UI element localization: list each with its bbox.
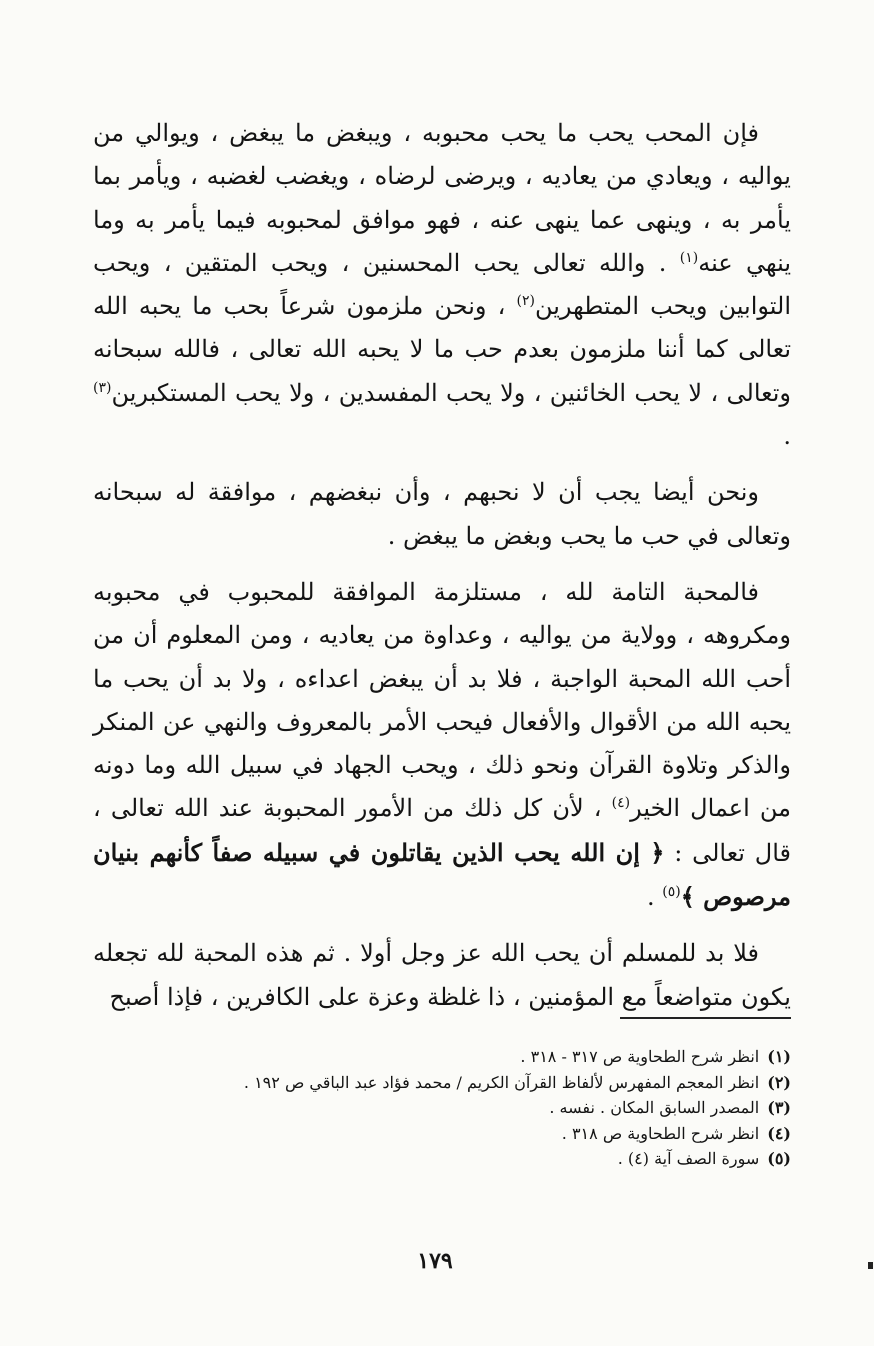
main-text xyxy=(93,112,791,1019)
footnote-3: (٣)المصدر السابق المكان . نفسه . xyxy=(549,1098,791,1117)
footnote-5: (٥)سورة الصف آية (٤) . xyxy=(617,1149,791,1168)
footnote-ref-5[interactable]: (٥) xyxy=(662,884,681,901)
footnotes xyxy=(140,1044,791,1172)
footnote-ref-3[interactable]: (٣) xyxy=(93,379,112,396)
footnote-divider xyxy=(620,1017,791,1019)
page-number: ١٧٩ xyxy=(417,1248,453,1274)
footnote-ref-4[interactable]: (٤) xyxy=(611,795,631,812)
paragraph-1: فإن المحب يحب ما يحب محبوبه ، ويبغض ما يبغض ، ويوالي من يواليه ، ويعادي من يعاديه ، ويرضى لرضاه ، ويغضب لغضبه ، ويأمر بما يأمر به ، وينهى عما ينهى عنه ، فهو موافق لمحبوبه فيما يأمر به وما ينهي عنه$^{(١)}$ . والله تعالى يحب المحسنين ، ويحب المتقين ، ويحب التوابين ويحب المتطهرين$^{(٢)}$ ، ونحن ملزمون شرعاً بحب ما يحبه الله تعالى كما أننا ملزمون بعدم حب ما لا يحبه الله تعالى ، فالله سبحانه وتعالى ، لا يحب الخائنين ، ولا يحب المفسدين ، ولا يحب المستكبرين$^{(٣)}$ . xyxy=(93,119,792,451)
footnote-ref-1[interactable]: (١) xyxy=(679,249,699,266)
footnote-2: (٢)انظر المعجم المفهرس لألفاظ القرآن الكريم / محمد فؤاد عبد الباقي ص ١٩٢ . xyxy=(243,1072,791,1092)
footnote-1: (١)انظر شرح الطحاوية ص ٣١٧ - ٣١٨ . xyxy=(520,1047,791,1066)
paragraph-3: فالمحبة التامة لله ، مستلزمة الموافقة للمحبوب في محبوبه ومكروهه ، وولاية من يواليه ، وعداوة من يعاديه ، ومن المعلوم أن من أحب الله المحبة الواجبة ، فلا بد أن يبغض اعداءه ، ولا بد أن يحب ما يحبه الله من الأقوال والأفعال فيحب الأمر بالمعروف والنهي عن المنكر والذكر وتلاوة القرآن ونحو ذلك ، ويحب الجهاد في سبيل الله وما دونه من اعمال الخير$^{(٤)}$ ، لأن كل ذلك من الأمور المحبوبة عند الله تعالى ، قال تعالى : ﴿ إن الله يحب الذين يقاتلون في سبيله صفاً كأنهم بنيان مرصوص ﴾$^{(٥)}$ . xyxy=(93,577,792,912)
footnote-4: (٤)انظر شرح الطحاوية ص ٣١٨ . xyxy=(561,1123,791,1143)
footnote-ref-2[interactable]: (٢) xyxy=(516,293,535,310)
quran-verse: ﴿ إن الله يحب الذين يقاتلون في سبيله صفاً كأنهم بنيان مرصوص ﴾ xyxy=(93,837,791,912)
scan-mark xyxy=(868,1262,873,1269)
paragraph-2: ونحن أيضا يجب أن لا نحبهم ، وأن نبغضهم ، موافقة له سبحانه وتعالى في حب ما يحب وبغض ما يبغض . xyxy=(93,478,791,550)
paragraph-4: فلا بد للمسلم أن يحب الله عز وجل أولا . ثم هذه المحبة لله تجعله يكون متواضعاً مع المؤمنين ، ذا غلظة وعزة على الكافرين ، فإذا أصبح xyxy=(93,939,791,1011)
